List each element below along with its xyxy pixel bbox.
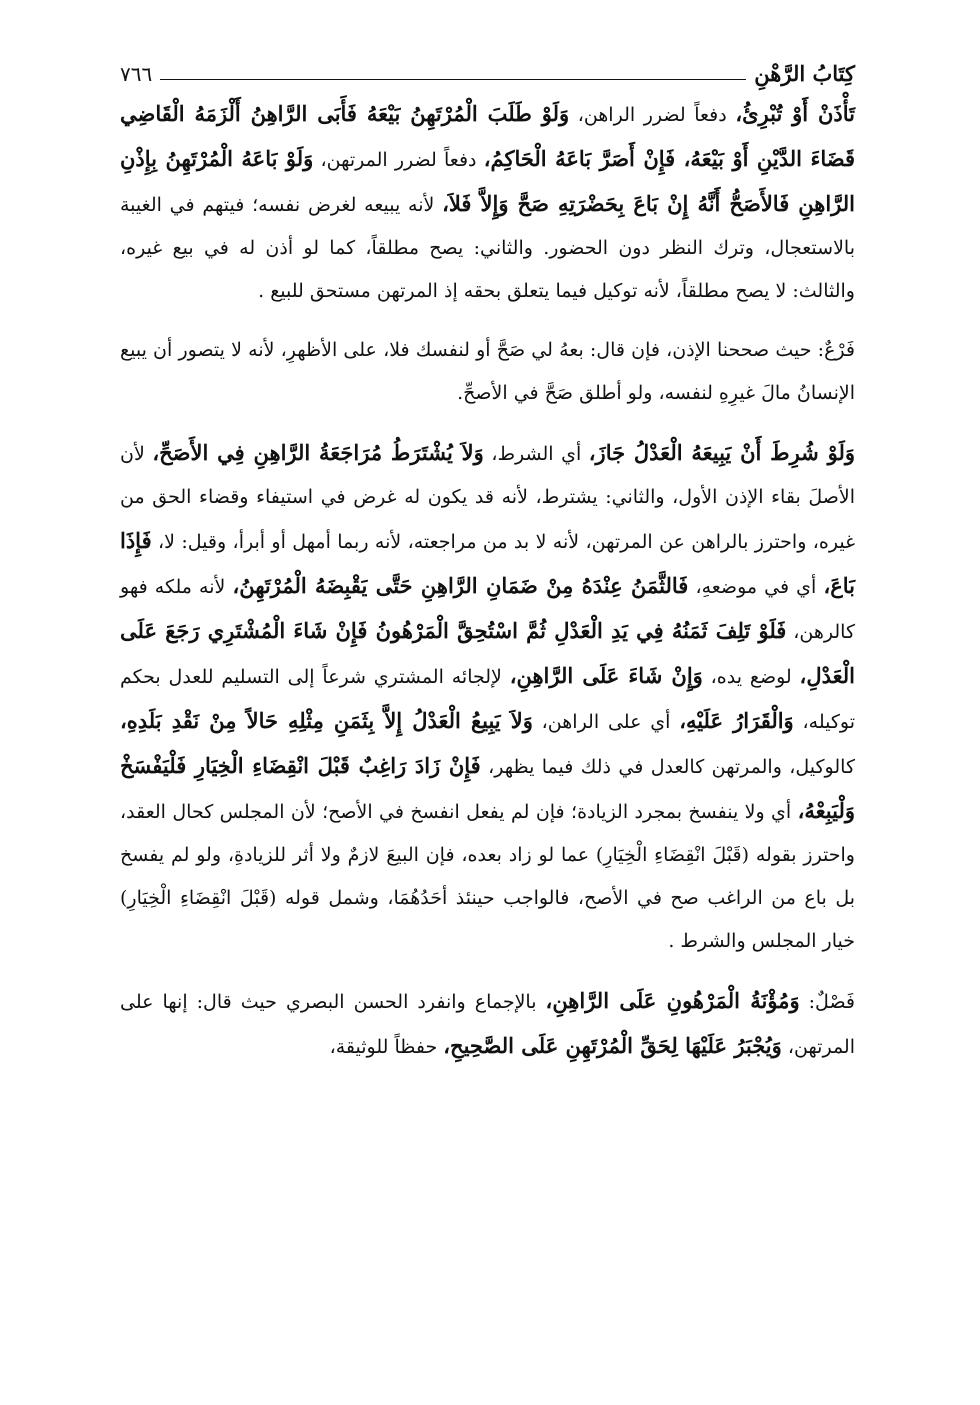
matn-text: وَلاَ يَبِيعُ الْعَدْلُ إِلاَّ بِثَمَنِ مِثْلِهِ حَالاً مِنْ نَقْدِ بَلَدِهِ،: [120, 708, 533, 733]
text-paragraph: [120, 979, 855, 1069]
commentary-text: أي على الراهن،: [532, 711, 680, 733]
commentary-text: لأن الأصلَ بقاء الإذن الأول، والثاني: يشترط، لأنه قد يكون له غرض في استيفاء وقضاء الحق من غيره، واحترز بالراهن عن المرتهن، لأنه لا بد من مراجعته، لأنه ربما أمهل أو أبرأ، وقيل: لا،: [120, 443, 855, 553]
text-paragraph: [120, 329, 855, 415]
header-rule: [160, 79, 746, 80]
text-paragraph: [120, 431, 855, 963]
commentary-text: لإلجائه المشتري شرعاً إلى التسليم للعدل بحكم توكيله،: [120, 666, 856, 733]
matn-text: وَلَوْ بَاعَهُ الْمُرْتَهِنُ بِإِذْنِ الرَّاهِنِ فَالأَصَحُّ أَنَّهُ إِنْ بَاعَ بِحَضْرَتِهِ صَحَّ وَإِلاَّ فَلاَ،: [120, 146, 856, 216]
page-number: ٧٦٦: [120, 62, 153, 86]
commentary-text: حفظاً للوثيقة،: [329, 1036, 444, 1058]
commentary-text: فَصْلٌ:: [799, 991, 855, 1013]
matn-text: وَمُؤْنَةُ الْمَرْهُونِ عَلَى الرَّاهِنِ،: [545, 988, 800, 1013]
matn-text: وَيُجْبَرُ عَلَيْهَا لِحَقِّ الْمُرْتَهِنِ عَلَى الصَّحِيحِ،: [443, 1033, 782, 1058]
commentary-text: أي الشرط،: [483, 443, 589, 465]
text-paragraph: [120, 92, 855, 313]
matn-text: وَلَوْ شُرِطَ أَنْ يَبِيعَهُ الْعَدْلُ جَازَ،: [588, 440, 855, 465]
commentary-text: فَرْعٌ: حيث صححنا الإذن، فإن قال: بعهُ لي صَحَّ أو لنفسك فلا، على الأظهرِ، لأنه لا يتصور أن يبيع الإنسانُ مالَ غيرِهِ لنفسه، ولو أطلق صَحَّ في الأصحِّ.: [120, 339, 855, 404]
page-header: [120, 44, 855, 84]
commentary-text: لأنه يبيعه لغرض نفسه؛ فيتهم في الغيبة بالاستعجال، وترك النظر دون الحضور. والثاني: يصح مطلقاً، كما لو أذن له في بيع غيره، والثالث: لا يصح مطلقاً، لأنه توكيل فيما يتعلق بحقه إذ المرتهن مستحق للبيع .: [120, 194, 855, 302]
commentary-text: لأنه ملكه فهو كالرهن،: [120, 576, 855, 643]
commentary-text: دفعاً لضرر المرتهن،: [313, 149, 484, 171]
matn-text: فَالثَّمَنُ عِنْدَهُ مِنْ ضَمَانِ الرَّاهِنِ حَتَّى يَقْبِضَهُ الْمُرْتَهِنُ،: [232, 573, 689, 598]
matn-text: وَلَوْ طَلَبَ الْمُرْتَهِنُ بَيْعَهُ فَأَبَى الرَّاهِنُ أَلْزَمَهُ الْقَاضِي قَضَاءَ الدَّيْنِ أَوْ بَيْعَهُ، فَإِنْ أَصَرَّ بَاعَهُ الْحَاكِمُ،: [120, 101, 855, 171]
matn-text: فَإِنْ زَادَ رَاغِبٌ قَبْلَ انْقِضَاءِ الْخِيَارِ فَلْيَفْسَخْ وَلْيَبِعْهُ،: [120, 753, 855, 823]
matn-text: فَلَوْ تَلِفَ ثَمَنُهُ فِي يَدِ الْعَدْلِ ثُمَّ اسْتُحِقَّ الْمَرْهُونُ فَإِنْ شَاءَ الْمُشْتَرِي رَجَعَ عَلَى الْعَدْلِ،: [120, 618, 855, 688]
matn-text: وَإِنْ شَاءَ عَلَى الرَّاهِنِ،: [509, 663, 703, 688]
commentary-text: دفعاً لضرر الراهن،: [569, 104, 736, 126]
matn-text: فَإِذَا بَاعَ،: [120, 528, 855, 598]
commentary-text: أي ولا ينفسخ بمجرد الزيادة؛ فإن لم يفعل انفسخ في الأصح؛ لأن المجلس كحال العقد، واحترز بقوله (قَبْلَ انْقِضَاءِ الْخِيَارِ) عما لو زاد بعده، فإن البيعَ لازمٌ ولا أثر للزيادةِ، ولو لم يفسخ بل باع من الراغب صح في الأصح، فالواجب حينئذ أحَدُهُمَا، وشمل قوله (قَبْلَ انْقِضَاءِ الْخِيَارِ) خيار المجلس والشرط .: [120, 801, 855, 952]
text-body: [120, 92, 855, 1069]
commentary-text: بالإجماع وانفرد الحسن البصري حيث قال: إنها على المرتهن،: [120, 991, 855, 1058]
matn-text: وَالْقَرَارُ عَلَيْهِ،: [679, 708, 794, 733]
matn-text: وَلاَ يُشْتَرَطُ مُرَاجَعَةُ الرَّاهِنِ فِي الأَصَحِّ،: [152, 440, 484, 465]
commentary-text: كالوكيل، والمرتهن كالعدل في ذلك فيما يظهر،: [480, 756, 855, 778]
commentary-text: لوضع يده،: [702, 666, 800, 688]
commentary-text: أي في موضعهِ،: [688, 576, 824, 598]
running-title: كِتَابُ الرَّهْنِ: [754, 61, 855, 86]
matn-text: تَأْذَنْ أَوْ تُبْرِئُ،: [735, 101, 855, 126]
